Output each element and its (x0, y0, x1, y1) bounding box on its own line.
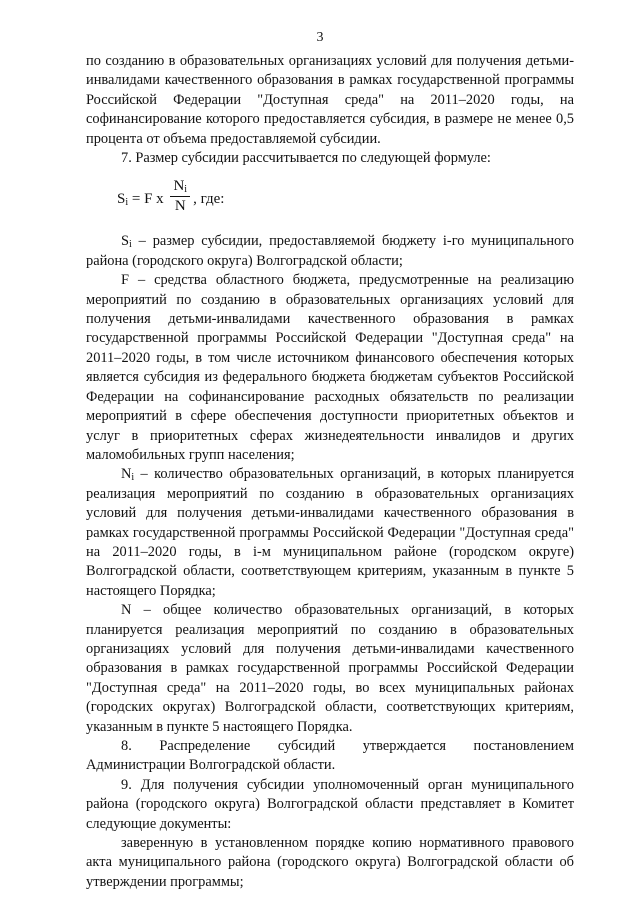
paragraph-continuation: по созданию в образовательных организациях условий для получения детьми-инвалидами качественного образования в рамках государственной программы Российской Федерации "Доступная среда" на 2011–2020 годы, на софинансирование которого предоставляется субсидия, в размере не менее 0,5 процента от объема предоставляемой субсидии. (86, 53, 574, 147)
formula-lhs: $S_i$ (117, 190, 129, 208)
page-number: 3 (316, 30, 324, 45)
paragraph-document-1: заверенную в установленном порядке копию нормативного правового акта муниципального района (городского округа) Волгоградской области об утверждении программы; (86, 835, 574, 890)
fraction-numerator: $N_i$ (170, 178, 190, 197)
definition-f: F – средства областного бюджета, предусмотренные на реализацию мероприятий по созданию в образовательных организациях условий для получения детьми-инвалидами качественного образования в рамках государственной программы Российской Федерации "Доступная среда" на 2011–2020 годы, в том числе источником финансового обеспечения которых является субсидия из федерального бюджета бюджетам субъектов Российской Федерации на софинансирование расходных обязательств по реализации мероприятий в сфере обеспечения доступности приоритетных объектов и услуг в приоритетных сферах жизнедеятельности инвалидов и других маломобильных групп населения; (86, 272, 574, 463)
definition-n: N – общее количество образовательных организаций, в которых планируется реализация мероприятий по созданию в образовательных организациях условий для получения детьми-инвалидами качественного образования в рамках государственной программы Российской Федерации "Доступная среда" на 2011–2020 годы, во всех муниципальных районах (городских округах) Волгоградской области, соответствующих критериям, указанным в пункте 5 настоящего Порядка. (86, 602, 574, 735)
paragraph-9: 9. Для получения субсидии уполномоченный орган муниципального района (городского округа) Волгоградской области представляет в Комитет следующие документы: (86, 776, 574, 832)
fraction-denominator: N (174, 197, 186, 214)
formula-fraction (170, 178, 190, 215)
formula-tail: , где: (193, 190, 225, 207)
formula-eq: = F x (128, 190, 168, 207)
paragraph-7: 7. Размер субсидии рассчитывается по следующей формуле: (121, 150, 491, 167)
subsidy-formula (117, 176, 574, 222)
paragraph-8: 8. Распределение субсидий утверждается постановлением Администрации Волгоградской области. (86, 738, 574, 774)
definition-si: $S_i$ – размер субсидии, предоставляемой бюджету i-го муниципального района (городского округа) Волгоградской области; (86, 233, 574, 269)
document-body (86, 52, 574, 892)
definition-ni: $N_i$ – количество образовательных организаций, в которых планируется реализация мероприятий по созданию в образовательных организациях условий для получения детьми-инвалидами качественного образования в рамках государственной программы Российской Федерации "Доступная среда" на 2011–2020 годы, в i-м муниципальном районе (городском округе) Волгоградской области, соответствующем критериям, указанным в пункте 5 настоящего Порядка; (86, 466, 574, 599)
